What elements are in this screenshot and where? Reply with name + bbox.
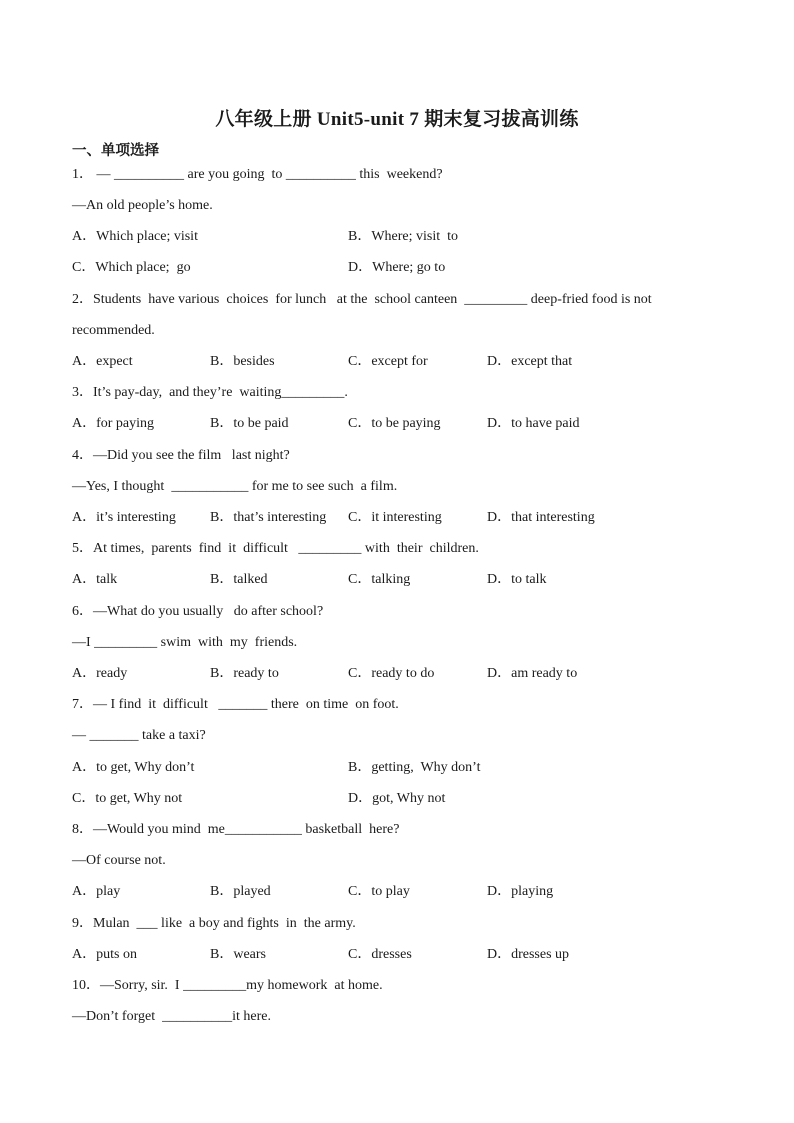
- option-a: A．Which place; visit: [72, 229, 198, 244]
- option-b: B．getting, Why don’t: [348, 760, 481, 775]
- question-text: 1． — __________ are you going to __________ this weekend?: [72, 167, 443, 182]
- option-d: D．got, Why not: [348, 791, 446, 806]
- option-d: D．to have paid: [487, 416, 580, 431]
- option-a: A．expect: [72, 354, 133, 369]
- answer-text: —I _________ swim with my friends.: [72, 635, 298, 650]
- option-d: D．dresses up: [487, 947, 570, 962]
- option-b: B．wears: [210, 947, 266, 962]
- option-b: B．talked: [210, 572, 268, 587]
- question-text: 2．Students have various choices for lunch at the school canteen _________ deep-fried food is not: [72, 292, 652, 307]
- option-d: D．to talk: [487, 572, 547, 587]
- question-text: 9．Mulan ___ like a boy and fights in the army.: [72, 916, 356, 931]
- option-b: B．to be paid: [210, 416, 289, 431]
- option-b: B．that’s interesting: [210, 510, 327, 525]
- option-a: A．play: [72, 884, 121, 899]
- question-text: 7．— I find it difficult _______ there on time on foot.: [72, 697, 399, 712]
- option-c: C．to be paying: [348, 416, 441, 431]
- answer-text: —An old people’s home.: [72, 198, 213, 213]
- option-c: C．to get, Why not: [72, 791, 183, 806]
- option-d: D．am ready to: [487, 666, 578, 681]
- option-b: B．played: [210, 884, 271, 899]
- section-heading: 一、单项选择: [72, 143, 159, 159]
- option-d: D．playing: [487, 884, 554, 899]
- option-c: C．dresses: [348, 947, 412, 962]
- question-text: 5．At times, parents find it difficult _________ with their children.: [72, 541, 479, 556]
- question-text: 10．—Sorry, sir. I _________my homework at home.: [72, 978, 383, 993]
- option-a: A．for paying: [72, 416, 155, 431]
- option-b: B．ready to: [210, 666, 279, 681]
- option-a: A．ready: [72, 666, 128, 681]
- option-c: C．it interesting: [348, 510, 442, 525]
- question-text: 6．—What do you usually do after school?: [72, 604, 324, 619]
- option-c: C．to play: [348, 884, 410, 899]
- option-a: A．it’s interesting: [72, 510, 176, 525]
- option-a: A．talk: [72, 572, 118, 587]
- option-c: C．Which place; go: [72, 260, 191, 275]
- question-text: 8．—Would you mind me___________ basketball here?: [72, 822, 400, 837]
- option-a: A．to get, Why don’t: [72, 760, 195, 775]
- answer-text: — _______ take a taxi?: [72, 728, 206, 743]
- question-text-cont: recommended.: [72, 323, 155, 338]
- option-c: C．except for: [348, 354, 428, 369]
- answer-text: —Don’t forget __________it here.: [72, 1009, 271, 1024]
- option-b: B．Where; visit to: [348, 229, 459, 244]
- option-d: D．Where; go to: [348, 260, 446, 275]
- option-b: B．besides: [210, 354, 275, 369]
- option-d: D．except that: [487, 354, 573, 369]
- option-d: D．that interesting: [487, 510, 595, 525]
- option-c: C．talking: [348, 572, 411, 587]
- document-title: 八年级上册 Unit5-unit 7 期末复习拔高训练: [215, 109, 579, 130]
- answer-text: —Yes, I thought ___________ for me to see such a film.: [72, 479, 398, 494]
- option-c: C．ready to do: [348, 666, 435, 681]
- answer-text: —Of course not.: [72, 853, 166, 868]
- option-a: A．puts on: [72, 947, 137, 962]
- question-text: 3．It’s pay-day, and they’re waiting_________.: [72, 385, 348, 400]
- question-text: 4．—Did you see the film last night?: [72, 448, 290, 463]
